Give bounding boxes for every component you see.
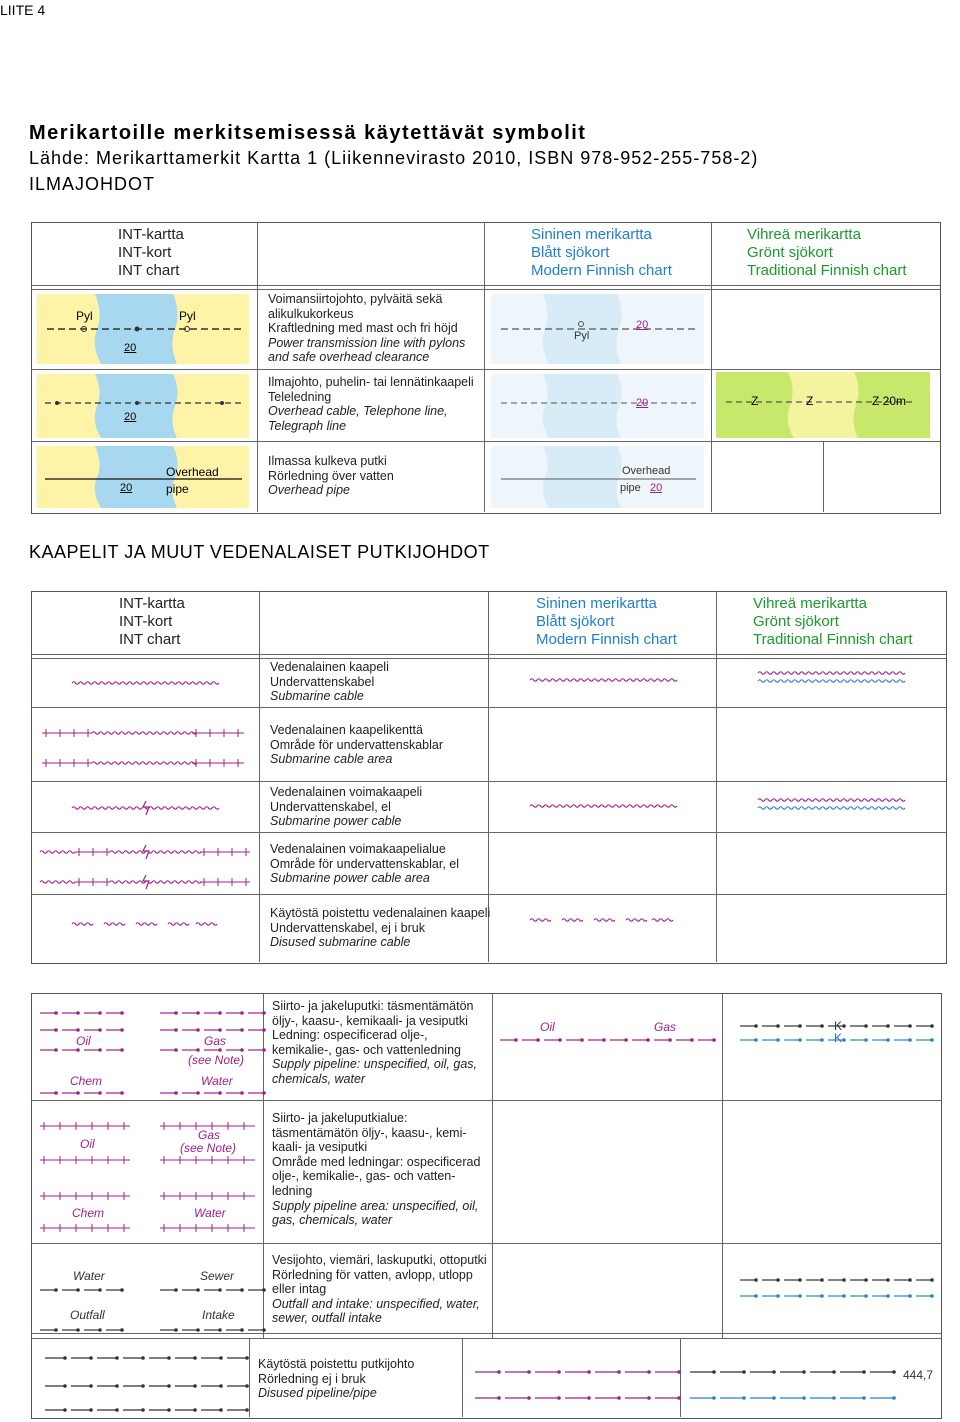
disused-pipeline-int-mark-dot	[63, 1408, 67, 1412]
desc-line: Siirto- ja jakeluputki: täsmentämätön	[272, 999, 474, 1013]
disused-pipeline-blue-mark-dot	[617, 1396, 621, 1400]
blue-header-en: Modern Finnish chart	[531, 262, 672, 279]
water-label: Water	[201, 1074, 233, 1088]
green-header-en: Traditional Finnish chart	[747, 262, 907, 279]
supply-pipeline-green-mark-dot	[908, 1024, 912, 1028]
desc-line: Vedenalainen kaapeli	[270, 660, 389, 674]
disused-pipeline-green-mark-dot	[712, 1396, 716, 1400]
page-title: Merikartoille merkitsemisessä käytettävät symbolit	[29, 122, 587, 144]
disused-pipeline-green-mark-dot	[742, 1370, 746, 1374]
disused-pipeline-blue-mark-dot	[617, 1370, 621, 1374]
disused-pipeline-green-mark-dot	[892, 1370, 896, 1374]
intake-label: Intake	[202, 1308, 235, 1322]
green-header-fi: Vihreä merikartta	[753, 595, 867, 612]
desc-line: Rörledning ej i bruk	[258, 1371, 366, 1386]
desc-line: Vedenalainen kaapelikenttä	[270, 723, 423, 737]
supply-pipeline-int-mark-dot	[196, 1091, 200, 1095]
disused-pipeline-blue-mark-dot	[557, 1370, 561, 1374]
desc-line: Kraftledning med mast och fri höjd	[268, 321, 458, 336]
z-label: Z	[751, 394, 759, 408]
chem-label: Chem	[72, 1206, 105, 1220]
disused-pipeline-green-mark-dot	[832, 1396, 836, 1400]
desc-line: Vedenalainen voimakaapeli	[270, 785, 423, 799]
disused-pipeline-blue-mark-dot	[587, 1396, 591, 1400]
z20m-label: Z 20m	[872, 394, 907, 408]
oil-label: Oil	[80, 1137, 95, 1151]
disused-pipeline-green-mark-dot	[832, 1370, 836, 1374]
desc-line: and safe overhead clearance	[268, 350, 430, 365]
supply-pipeline-green-mark-dot	[798, 1038, 802, 1042]
overhead-label: Overhead	[166, 465, 219, 479]
desc-line: Siirto- ja jakeluputkialue:	[272, 1111, 408, 1125]
disused-pipeline-blue-mark-dot	[677, 1370, 681, 1374]
desc-line: Overhead pipe	[268, 483, 351, 498]
desc-line: Käytöstä poistettu putkijohto	[258, 1357, 415, 1371]
supply-pipeline-green-mark-dot	[930, 1038, 934, 1042]
page-number: 444,7	[903, 1368, 934, 1382]
disused-pipeline-int-mark-dot	[141, 1384, 145, 1388]
disused-pipeline-green-mark-dot	[802, 1370, 806, 1374]
desc-line: Disused pipeline/pipe	[258, 1386, 377, 1401]
supply-pipeline-blue-mark-dot	[668, 1038, 672, 1042]
green-header-sv: Grönt sjökort	[747, 244, 833, 261]
desc-line: Telegraph line	[268, 418, 347, 433]
disused-pipeline-blue-mark-dot	[497, 1396, 501, 1400]
outfall-pipeline-green-mark-dot	[776, 1278, 780, 1282]
blue-header-sv: Blått sjökort	[536, 613, 615, 630]
sewer-label: Sewer	[200, 1269, 235, 1283]
oil-label: Oil	[76, 1034, 91, 1048]
disused-pipeline-blue-mark-dot	[677, 1396, 681, 1400]
clearance-label: 20	[120, 482, 133, 494]
outfall-pipeline-green-mark-dot	[908, 1294, 912, 1298]
desc-line: Submarine power cable area	[270, 871, 430, 886]
blue-header-sv: Blått sjökort	[531, 244, 610, 261]
desc-line: täsmentämätön öljy-, kaasu-, kemi-	[272, 1125, 467, 1140]
desc-line: öljy-, kaasu-, kemikaali- ja vesiputki	[272, 1013, 468, 1028]
section-heading-overhead: ILMAJOHDOT	[29, 174, 156, 194]
pyl-label: Pyl	[179, 309, 196, 323]
clearance-label: 20	[650, 482, 663, 494]
desc-line: Undervattenskabel	[270, 674, 375, 689]
outfall-pipeline-green-mark-dot	[886, 1294, 890, 1298]
supply-pipeline-green-mark-dot	[864, 1024, 868, 1028]
disused-pipeline-green-mark-dot	[862, 1370, 866, 1374]
disused-pipeline-blue-mark-dot	[647, 1370, 651, 1374]
outfall-pipeline-green-mark-dot	[864, 1294, 868, 1298]
outfall-pipeline-int-mark-dot	[240, 1288, 244, 1292]
blue-header-en: Modern Finnish chart	[536, 631, 677, 648]
see-note-label: (see Note)	[188, 1053, 245, 1067]
disused-pipeline-int-mark-dot	[115, 1384, 119, 1388]
desc-line: Område för undervattenskablar	[270, 737, 444, 752]
outfall-pipeline-int-mark-dot	[76, 1328, 80, 1332]
int-header-fi: INT-kartta	[119, 595, 185, 612]
overhead-label: Overhead	[622, 465, 671, 477]
supply-pipeline-int-mark-dot	[240, 1091, 244, 1095]
supply-pipeline-int-mark-dot	[262, 1028, 266, 1032]
desc-line: Outfall and intake: unspecified, water,	[272, 1296, 480, 1311]
desc-line: Disused submarine cable	[270, 935, 411, 950]
desc-line: Supply pipeline: unspecified, oil, gas,	[272, 1057, 477, 1072]
supply-pipeline-green-mark-dot	[842, 1024, 846, 1028]
supply-pipeline-int-mark-dot	[76, 1091, 80, 1095]
int-header-en: INT chart	[119, 631, 181, 648]
outfall-pipeline-int-mark-dot	[240, 1328, 244, 1332]
supply-pipeline-int-mark-dot	[98, 1011, 102, 1015]
disused-pipeline-int-mark-dot	[219, 1384, 223, 1388]
supply-pipeline-int-mark-dot	[174, 1011, 178, 1015]
supply-pipeline-green-mark-dot	[886, 1024, 890, 1028]
outfall-pipeline-green-mark-dot	[776, 1294, 780, 1298]
outfall-pipeline-green-mark-dot	[842, 1294, 846, 1298]
outfall-pipeline-green-mark-dot	[930, 1294, 934, 1298]
disused-pipeline-green-mark-dot	[802, 1396, 806, 1400]
disused-pipeline-int-mark-dot	[141, 1408, 145, 1412]
disused-pipeline-int-mark-dot	[63, 1384, 67, 1388]
water-label: Water	[194, 1206, 226, 1220]
disused-pipeline-blue-mark-dot	[647, 1396, 651, 1400]
gas-label: Gas	[204, 1034, 227, 1048]
disused-pipeline-int-mark-dot	[167, 1356, 171, 1360]
disused-pipeline-int-mark-dot	[89, 1384, 93, 1388]
outfall-pipeline-green-mark-dot	[754, 1278, 758, 1282]
gas-label: Gas	[654, 1020, 677, 1034]
disused-pipeline-int-mark-dot	[245, 1384, 249, 1388]
desc-line: Område med ledningar: ospecificerad	[272, 1154, 481, 1169]
disused-pipeline-int-mark-dot	[193, 1356, 197, 1360]
outfall-pipeline-int-mark-dot	[98, 1328, 102, 1332]
outfall-pipeline-int-mark-dot	[54, 1288, 58, 1292]
supply-pipeline-int-mark-dot	[98, 1091, 102, 1095]
desc-line: Ilmajohto, puhelin- tai lennätinkaapeli	[268, 375, 474, 389]
pyl-label: Pyl	[76, 309, 93, 323]
oil-label: Oil	[540, 1020, 555, 1034]
pyl-label: Pyl	[574, 330, 590, 342]
disused-pipeline-blue-mark-dot	[527, 1370, 531, 1374]
desc-line: chemicals, water	[272, 1071, 366, 1086]
desc-line: Rörledning för vatten, avlopp, utlopp	[272, 1267, 473, 1282]
disused-pipeline-green-mark-dot	[892, 1396, 896, 1400]
desc-line: Käytöstä poistettu vedenalainen kaapeli	[270, 906, 491, 920]
supply-pipeline-green-mark-dot	[930, 1024, 934, 1028]
supply-pipeline-int-mark-dot	[262, 1011, 266, 1015]
int-header-sv: INT-kort	[119, 613, 173, 630]
supply-pipeline-green-mark-dot	[820, 1038, 824, 1042]
supply-pipeline-int-mark-dot	[54, 1011, 58, 1015]
supply-pipeline-int-mark-dot	[120, 1091, 124, 1095]
desc-line: olje-, kemikalie-, gas- och vatten-	[272, 1169, 456, 1184]
desc-line: sewer, outfall intake	[272, 1311, 382, 1326]
outfall-pipeline-green-mark-dot	[820, 1278, 824, 1282]
desc-line: kaali- ja vesiputki	[272, 1140, 368, 1155]
disused-pipeline-int-mark-dot	[167, 1408, 171, 1412]
supply-pipeline-blue-mark-dot	[602, 1038, 606, 1042]
supply-pipeline-int-mark-dot	[120, 1028, 124, 1032]
outfall-label: Outfall	[70, 1308, 105, 1322]
supply-pipeline-green-mark-dot	[820, 1024, 824, 1028]
green-header-en: Traditional Finnish chart	[753, 631, 913, 648]
supply-pipeline-green-mark-dot	[798, 1024, 802, 1028]
disused-pipeline-blue-mark-dot	[527, 1396, 531, 1400]
outfall-pipeline-green-mark-dot	[798, 1278, 802, 1282]
disused-pipeline-int-mark-dot	[193, 1384, 197, 1388]
outfall-pipeline-green-mark-dot	[842, 1278, 846, 1282]
see-note-label: (see Note)	[180, 1141, 237, 1155]
outfall-pipeline-int-mark-dot	[76, 1288, 80, 1292]
section-heading-cables: KAAPELIT JA MUUT VEDENALAISET PUTKIJOHDOT	[29, 542, 490, 562]
source-line: Lähde: Merikarttamerkit Kartta 1 (Liikennevirasto 2010, ISBN 978-952-255-758-2)	[29, 148, 759, 168]
supply-pipeline-int-mark-dot	[196, 1011, 200, 1015]
outfall-pipeline-green-mark-dot	[820, 1294, 824, 1298]
disused-pipeline-int-mark-dot	[89, 1408, 93, 1412]
disused-pipeline-int-mark-dot	[193, 1408, 197, 1412]
outfall-pipeline-int-mark-dot	[218, 1288, 222, 1292]
supply-pipeline-int-mark-dot	[240, 1028, 244, 1032]
z-label: Z	[806, 394, 814, 408]
outfall-pipeline-int-mark-dot	[120, 1328, 124, 1332]
clearance-label: 20	[636, 319, 649, 331]
desc-line: Submarine cable area	[270, 752, 393, 767]
disused-pipeline-int-mark-dot	[219, 1356, 223, 1360]
supply-pipeline-int-mark-dot	[98, 1028, 102, 1032]
desc-line: gas, chemicals, water	[272, 1213, 393, 1228]
desc-line: Rörledning över vatten	[268, 468, 394, 483]
supply-pipeline-green-mark-dot	[864, 1038, 868, 1042]
supply-pipeline-int-mark-dot	[54, 1048, 58, 1052]
supply-pipeline-int-mark-dot	[262, 1091, 266, 1095]
desc-line: Submarine power cable	[270, 814, 402, 829]
pipe-label: pipe	[166, 482, 189, 496]
int-header-fi: INT-kartta	[118, 226, 184, 243]
disused-pipeline-int-mark-dot	[115, 1408, 119, 1412]
supply-pipeline-int-mark-dot	[240, 1048, 244, 1052]
disused-pipeline-int-mark-dot	[89, 1356, 93, 1360]
disused-pipeline-blue-mark-dot	[587, 1370, 591, 1374]
outfall-pipeline-green-mark-dot	[798, 1294, 802, 1298]
int-header-en: INT chart	[118, 262, 180, 279]
disused-pipeline-green-mark-dot	[862, 1396, 866, 1400]
disused-pipeline-blue-mark-dot	[497, 1370, 501, 1374]
supply-pipeline-int-mark-dot	[54, 1091, 58, 1095]
supply-pipeline-int-mark-dot	[218, 1011, 222, 1015]
supply-pipeline-green-mark-dot	[908, 1038, 912, 1042]
outfall-pipeline-int-mark-dot	[98, 1288, 102, 1292]
desc-line: Vedenalainen voimakaapelialue	[270, 842, 446, 856]
blue-header-fi: Sininen merikartta	[536, 595, 657, 612]
disused-pipeline-green-mark-dot	[772, 1370, 776, 1374]
supply-pipeline-green-mark-dot	[776, 1038, 780, 1042]
supply-pipeline-blue-mark-dot	[514, 1038, 518, 1042]
desc-line: eller intag	[272, 1282, 327, 1297]
supply-pipeline-int-mark-dot	[76, 1028, 80, 1032]
desc-line: Undervattenskabel, el	[270, 799, 391, 814]
clearance-label: 20	[636, 397, 649, 409]
supply-pipeline-blue-mark-dot	[646, 1038, 650, 1042]
supply-pipeline-blue-mark-dot	[624, 1038, 628, 1042]
supply-pipeline-int-mark-dot	[76, 1048, 80, 1052]
supply-pipeline-int-mark-dot	[174, 1091, 178, 1095]
outfall-pipeline-int-mark-dot	[196, 1328, 200, 1332]
desc-line: Submarine cable	[270, 689, 364, 704]
desc-line: Teleledning	[268, 389, 332, 404]
k-label: K	[834, 1031, 843, 1045]
int-header-sv: INT-kort	[118, 244, 172, 261]
disused-pipeline-int-mark-dot	[167, 1384, 171, 1388]
appendix-label: LIITE 4	[0, 2, 46, 18]
disused-pipeline-int-mark-dot	[141, 1356, 145, 1360]
supply-pipeline-blue-mark-dot	[690, 1038, 694, 1042]
outfall-pipeline-int-mark-dot	[174, 1288, 178, 1292]
disused-pipeline-int-mark-dot	[245, 1408, 249, 1412]
supply-pipeline-int-mark-dot	[262, 1048, 266, 1052]
outfall-pipeline-int-mark-dot	[262, 1328, 266, 1332]
desc-line: ledning	[272, 1183, 313, 1198]
desc-line: Område för undervattenskablar, el	[270, 856, 459, 871]
supply-pipeline-blue-mark-dot	[712, 1038, 716, 1042]
desc-line: alikulkukorkeus	[268, 306, 354, 321]
supply-pipeline-int-mark-dot	[98, 1048, 102, 1052]
supply-pipeline-int-mark-dot	[174, 1028, 178, 1032]
supply-pipeline-int-mark-dot	[218, 1091, 222, 1095]
supply-pipeline-green-mark-dot	[754, 1024, 758, 1028]
chem-label: Chem	[70, 1074, 103, 1088]
pipe-label: pipe	[620, 482, 641, 494]
disused-pipeline-int-mark-dot	[219, 1408, 223, 1412]
outfall-pipeline-int-mark-dot	[174, 1328, 178, 1332]
disused-pipeline-int-mark-dot	[63, 1356, 67, 1360]
supply-pipeline-int-mark-dot	[54, 1028, 58, 1032]
k-label: K	[834, 1019, 843, 1033]
outfall-pipeline-int-mark-dot	[120, 1288, 124, 1292]
supply-pipeline-int-mark-dot	[120, 1048, 124, 1052]
desc-line: Power transmission line with pylons	[268, 335, 466, 350]
disused-pipeline-int-mark-dot	[115, 1356, 119, 1360]
desc-line: Overhead cable, Telephone line,	[268, 404, 448, 419]
supply-pipeline-int-mark-dot	[196, 1048, 200, 1052]
outfall-pipeline-green-mark-dot	[754, 1294, 758, 1298]
supply-pipeline-int-mark-dot	[240, 1011, 244, 1015]
supply-pipeline-blue-mark-dot	[558, 1038, 562, 1042]
blue-header-fi: Sininen merikartta	[531, 226, 652, 243]
supply-pipeline-green-mark-dot	[842, 1038, 846, 1042]
outfall-pipeline-green-mark-dot	[864, 1278, 868, 1282]
outfall-pipeline-int-mark-dot	[54, 1328, 58, 1332]
disused-pipeline-blue-mark-dot	[557, 1396, 561, 1400]
supply-pipeline-blue-mark-dot	[536, 1038, 540, 1042]
supply-pipeline-green-mark-dot	[754, 1038, 758, 1042]
disused-pipeline-int-mark-dot	[245, 1356, 249, 1360]
supply-pipeline-green-mark-dot	[886, 1038, 890, 1042]
disused-pipeline-green-mark-dot	[742, 1396, 746, 1400]
supply-pipeline-int-mark-dot	[120, 1011, 124, 1015]
outfall-pipeline-green-mark-dot	[908, 1278, 912, 1282]
outfall-pipeline-int-mark-dot	[218, 1328, 222, 1332]
disused-pipeline-green-mark-dot	[712, 1370, 716, 1374]
outfall-pipeline-green-mark-dot	[886, 1278, 890, 1282]
supply-pipeline-int-mark-dot	[196, 1028, 200, 1032]
clearance-label: 20	[124, 411, 137, 423]
green-header-fi: Vihreä merikartta	[747, 226, 861, 243]
supply-pipeline-green-mark-dot	[776, 1024, 780, 1028]
water-label: Water	[73, 1269, 105, 1283]
supply-pipeline-int-mark-dot	[218, 1048, 222, 1052]
outfall-pipeline-int-mark-dot	[196, 1288, 200, 1292]
desc-line: Undervattenskabel, ej i bruk	[270, 920, 425, 935]
gas-label: Gas	[198, 1128, 221, 1142]
supply-pipeline-int-mark-dot	[174, 1048, 178, 1052]
desc-line: Voimansiirtojohto, pylväitä sekä	[268, 292, 443, 306]
desc-line: Vesijohto, viemäri, laskuputki, ottoputki	[272, 1253, 487, 1267]
green-header-sv: Grönt sjökort	[753, 613, 839, 630]
desc-line: Ledning: ospecificerad olje-,	[272, 1028, 428, 1043]
outfall-pipeline-int-mark-dot	[262, 1288, 266, 1292]
disused-pipeline-green-mark-dot	[772, 1396, 776, 1400]
supply-pipeline-blue-mark-dot	[580, 1038, 584, 1042]
clearance-label: 20	[124, 342, 137, 354]
outfall-pipeline-green-mark-dot	[930, 1278, 934, 1282]
desc-line: Supply pipeline area: unspecified, oil,	[272, 1198, 479, 1213]
desc-line: Ilmassa kulkeva putki	[268, 454, 387, 468]
desc-line: kemikalie-, gas- och vattenledning	[272, 1042, 461, 1057]
supply-pipeline-int-mark-dot	[76, 1011, 80, 1015]
supply-pipeline-int-mark-dot	[218, 1028, 222, 1032]
